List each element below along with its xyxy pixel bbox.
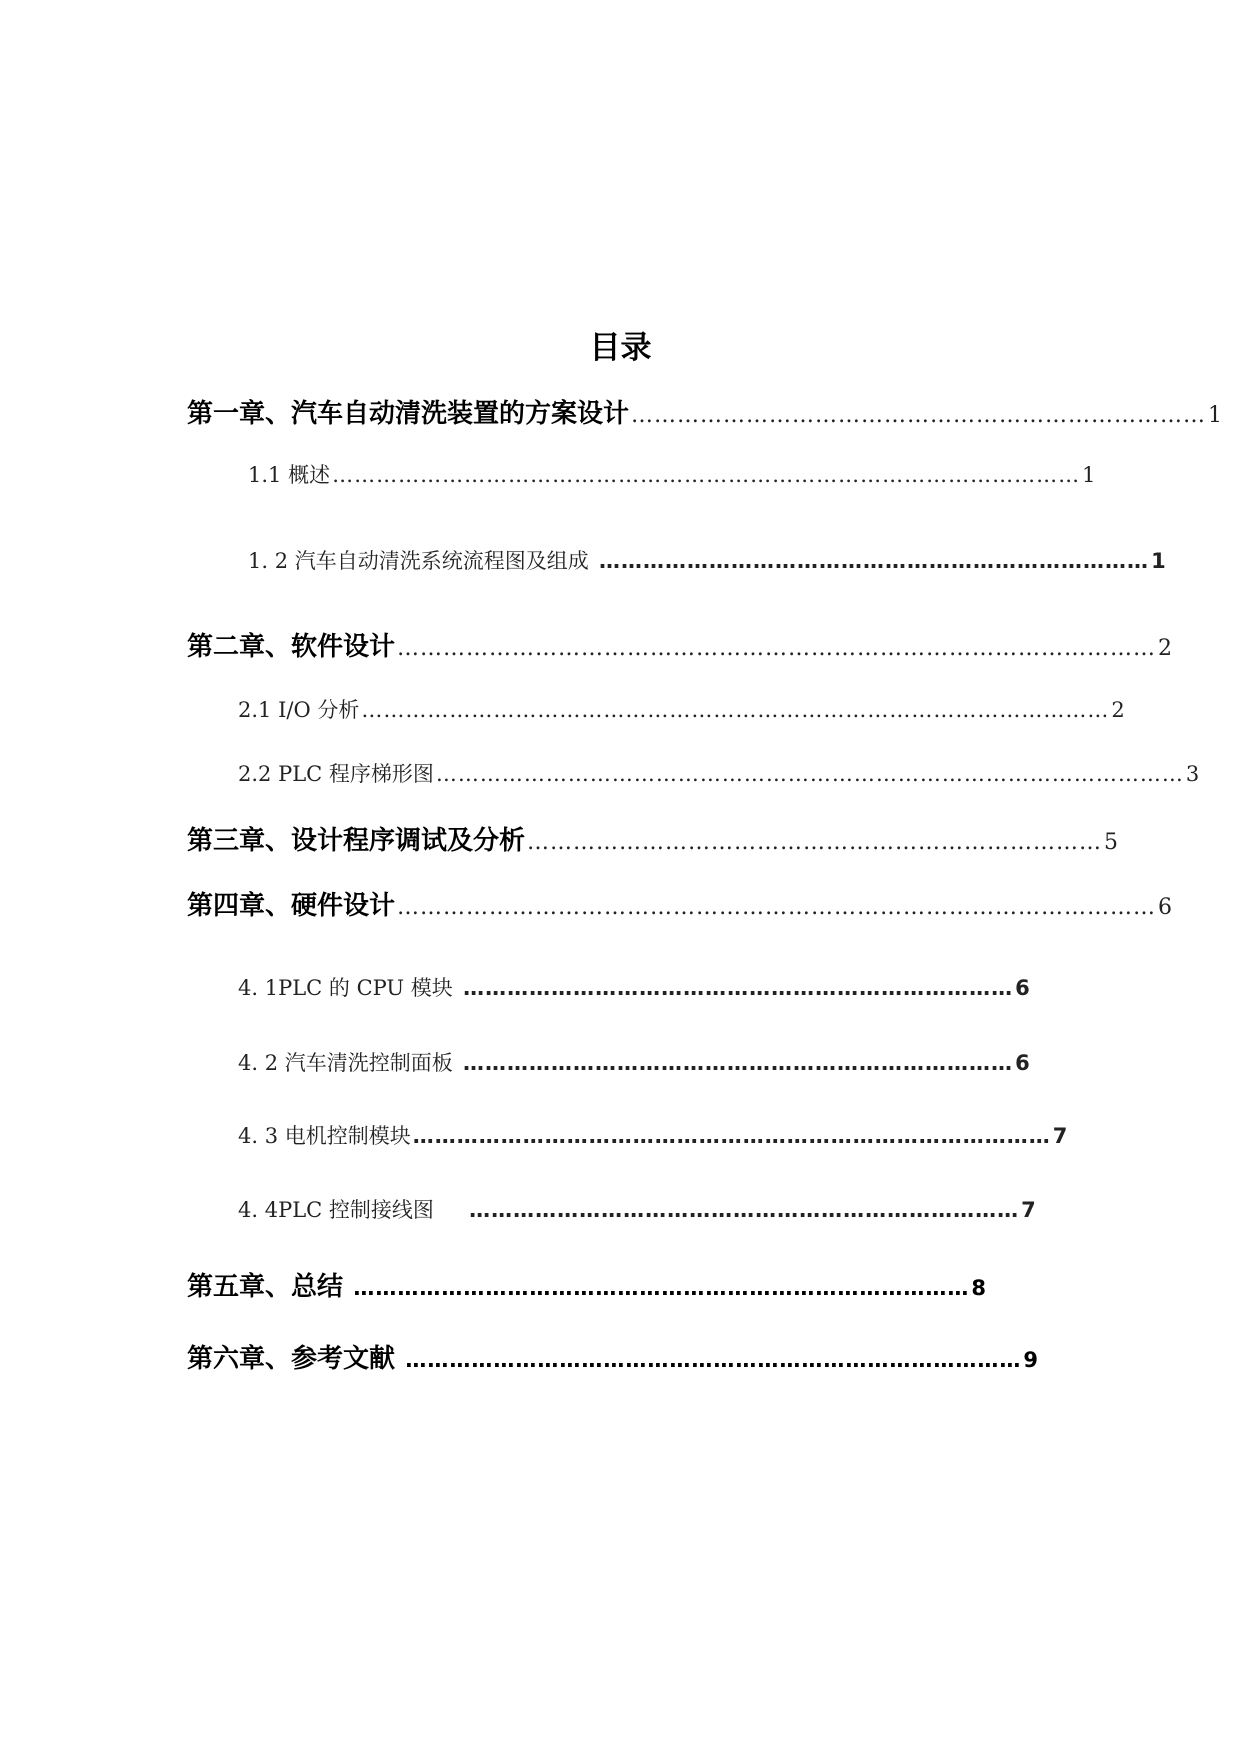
toc-entry-section-2-2[interactable] <box>238 758 1200 788</box>
toc-leader-dots: ………………………………………………………………… <box>590 549 1150 573</box>
toc-entry-section-2-1[interactable] <box>238 694 1125 724</box>
toc-entry-page: 1 <box>1208 403 1223 428</box>
toc-title: 目录 <box>589 330 652 366</box>
toc-leader-dots: ………………………………………………………………………………………… <box>435 762 1184 786</box>
toc-entry-page: 9 <box>1023 1348 1038 1372</box>
toc-entry-page: 1 <box>1082 463 1096 487</box>
toc-entry-label: 2.1 I/O 分析 <box>238 698 360 722</box>
toc-entry-page: 2 <box>1111 698 1125 722</box>
toc-entry-label: 1.1 概述 <box>248 463 331 487</box>
toc-leader-dots: ………………………………………………………………………… <box>397 1348 1022 1372</box>
toc-entry-section-4-1[interactable] <box>238 972 1030 1002</box>
toc-entry-chapter-1[interactable] <box>187 393 1223 430</box>
toc-entry-chapter-3[interactable] <box>187 820 1119 857</box>
toc-entry-label: 1. 2 汽车自动清洗系统流程图及组成 <box>248 549 589 573</box>
toc-leader-dots: ………………………………………………………………………………………… <box>332 463 1081 487</box>
toc-entry-label: 4. 1PLC 的 CPU 模块 <box>238 976 453 1000</box>
toc-entry-page: 1 <box>1151 549 1166 573</box>
toc-entry-page: 8 <box>971 1276 986 1300</box>
toc-leader-dots: ………………………………………………………………… <box>454 1051 1014 1075</box>
toc-entry-chapter-2[interactable] <box>187 626 1173 663</box>
toc-entry-chapter-6[interactable] <box>187 1338 1038 1375</box>
toc-entry-page: 7 <box>1021 1198 1036 1222</box>
toc-entry-page: 6 <box>1015 1051 1030 1075</box>
toc-entry-label: 第四章、硬件设计 <box>187 891 396 921</box>
toc-entry-chapter-4[interactable] <box>187 885 1173 922</box>
toc-entry-section-4-3[interactable] <box>238 1120 1068 1150</box>
toc-entry-label: 第三章、设计程序调试及分析 <box>187 826 526 856</box>
toc-entry-page: 3 <box>1185 762 1200 786</box>
toc-entry-label: 4. 2 汽车清洗控制面板 <box>238 1051 453 1075</box>
toc-entry-page: 5 <box>1104 830 1119 855</box>
toc-leader-dots: …………………………………………………………………………… <box>412 1124 1051 1148</box>
toc-entry-section-1-1[interactable] <box>248 459 1096 489</box>
toc-leader-dots: ………………………………………………………………… <box>435 1198 1020 1222</box>
toc-entry-label: 第一章、汽车自动清洗装置的方案设计 <box>187 399 630 429</box>
toc-leader-dots: ………………………………………………………………… <box>631 403 1207 428</box>
toc-entry-label: 4. 3 电机控制模块 <box>238 1124 411 1148</box>
toc-entry-section-4-4[interactable] <box>238 1194 1036 1224</box>
toc-entry-page: 2 <box>1158 636 1173 661</box>
toc-leader-dots: ……………………………………………………………………………………… <box>397 636 1157 661</box>
toc-entry-label: 第六章、参考文献 <box>187 1344 396 1374</box>
toc-entry-section-4-2[interactable] <box>238 1047 1030 1077</box>
toc-entry-page: 6 <box>1158 895 1173 920</box>
toc-leader-dots: ………………………………………………………………… <box>454 976 1014 1000</box>
toc-leader-dots: ………………………………………………………………………… <box>345 1276 970 1300</box>
toc-entry-page: 7 <box>1052 1124 1068 1148</box>
toc-entry-label: 第二章、软件设计 <box>187 632 396 662</box>
toc-leader-dots: ……………………………………………………………………………………… <box>397 895 1157 920</box>
toc-entry-chapter-5[interactable] <box>187 1266 986 1303</box>
toc-entry-label: 4. 4PLC 控制接线图 <box>238 1198 434 1222</box>
toc-entry-page: 6 <box>1015 976 1030 1000</box>
toc-entry-label: 第五章、总结 <box>187 1272 344 1302</box>
toc-leader-dots: ………………………………………………………………………………………… <box>361 698 1110 722</box>
toc-leader-dots: ………………………………………………………………… <box>527 830 1103 855</box>
toc-entry-section-1-2[interactable] <box>248 545 1166 575</box>
toc-entry-label: 2.2 PLC 程序梯形图 <box>238 762 434 786</box>
